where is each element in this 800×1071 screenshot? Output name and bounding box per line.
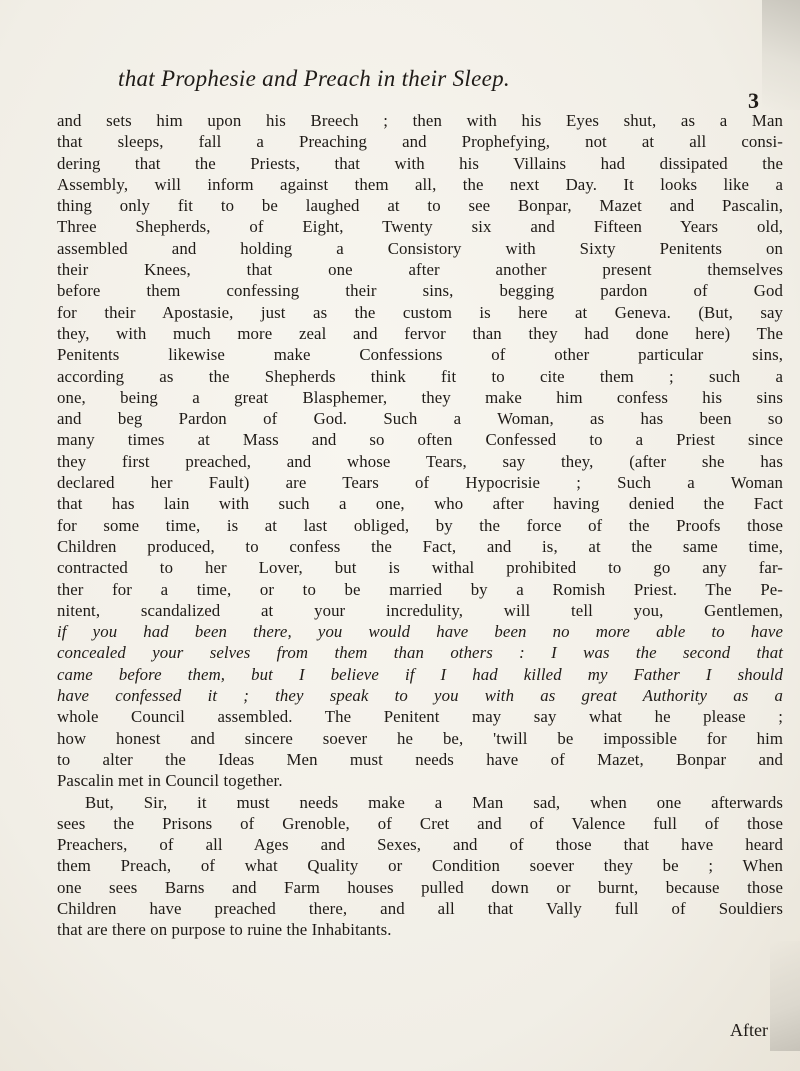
text-line: them Preach, of what Quality or Condition soever they be ; When bbox=[57, 856, 783, 876]
text-line: their Knees, that one after another present themselves bbox=[57, 260, 783, 280]
text-line: Preachers, of all Ages and Sexes, and of those that have heard bbox=[57, 835, 783, 855]
text-line: to alter the Ideas Men must needs have of Mazet, Bonpar and bbox=[57, 749, 783, 769]
text-line-indent: But, Sir, it must needs make a Man sad, when one afterwards bbox=[85, 792, 783, 812]
text-line: sees the Prisons of Grenoble, of Cret and of Valence full of those bbox=[57, 813, 783, 833]
text-line: assembled and holding a Consistory with Sixty Penitents on bbox=[57, 238, 783, 258]
page-edge-damage bbox=[770, 941, 800, 1051]
page-corner-damage bbox=[762, 0, 800, 110]
text-line-italic: came before them, but I believe if I had killed my Father I should bbox=[57, 664, 783, 684]
text-line: nitent, scandalized at your incredulity, will tell you, Gentlemen, bbox=[57, 600, 783, 620]
text-line: they, with much more zeal and fervor than they had done here) The bbox=[57, 323, 783, 343]
text-line: and beg Pardon of God. Such a Woman, as has been so bbox=[57, 409, 783, 429]
text-line: Children have preached there, and all that Vally full of Souldiers bbox=[57, 898, 783, 918]
catchword: After bbox=[730, 1020, 768, 1040]
text-line: according as the Shepherds think fit to cite them ; such a bbox=[57, 366, 783, 386]
text-line-italic: concealed your selves from them than others : I was the second that bbox=[57, 643, 783, 663]
text-line: Penitents likewise make Confessions of other particular sins, bbox=[57, 345, 783, 365]
text-line: for their Apostasie, just as the custom is here at Geneva. (But, say bbox=[57, 302, 783, 322]
body-text bbox=[57, 110, 783, 941]
text-line: thing only fit to be laughed at to see Bonpar, Mazet and Pascalin, bbox=[57, 196, 783, 216]
text-line: before them confessing their sins, begging pardon of God bbox=[57, 281, 783, 301]
text-line: contracted to her Lover, but is withal prohibited to go any far- bbox=[57, 558, 783, 578]
text-line: for some time, is at last obliged, by the force of the Proofs those bbox=[57, 515, 783, 535]
text-line: dering that the Priests, that with his Villains had dissipated the bbox=[57, 153, 783, 173]
text-line: Children produced, to confess the Fact, and is, at the same time, bbox=[57, 536, 783, 556]
text-line: they first preached, and whose Tears, say they, (after she has bbox=[57, 451, 783, 471]
text-line: one, being a great Blasphemer, they make him confess his sins bbox=[57, 387, 783, 407]
text-line: ther for a time, or to be married by a Romish Priest. The Pe- bbox=[57, 579, 783, 599]
text-line: Assembly, will inform against them all, the next Day. It looks like a bbox=[57, 174, 783, 194]
text-line: whole Council assembled. The Penitent may say what he please ; bbox=[57, 707, 783, 727]
text-line: many times at Mass and so often Confessed to a Priest since bbox=[57, 430, 783, 450]
text-line-italic: have confessed it ; they speak to you with as great Authority as a bbox=[57, 686, 783, 706]
text-line: Pascalin met in Council together. bbox=[57, 771, 283, 791]
text-line: that are there on purpose to ruine the Inhabitants. bbox=[57, 920, 392, 940]
text-line: and sets him upon his Breech ; then with his Eyes shut, as a Man bbox=[57, 111, 783, 130]
text-line: Three Shepherds, of Eight, Twenty six and Fifteen Years old, bbox=[57, 217, 783, 237]
text-line: declared her Fault) are Tears of Hypocrisie ; Such a Woman bbox=[57, 473, 783, 493]
text-line: one sees Barns and Farm houses pulled down or burnt, because those bbox=[57, 877, 783, 897]
text-line-italic: if you had been there, you would have been no more able to have bbox=[57, 622, 783, 642]
page-number: 3 bbox=[748, 88, 759, 113]
text-line: that sleeps, fall a Preaching and Prophefying, not at all consi- bbox=[57, 132, 783, 152]
running-title: that Prophesie and Preach in their Sleep. bbox=[118, 66, 510, 91]
text-line: that has lain with such a one, who after having denied the Fact bbox=[57, 494, 783, 514]
text-line: how honest and sincere soever he be, 'twill be impossible for him bbox=[57, 728, 783, 748]
